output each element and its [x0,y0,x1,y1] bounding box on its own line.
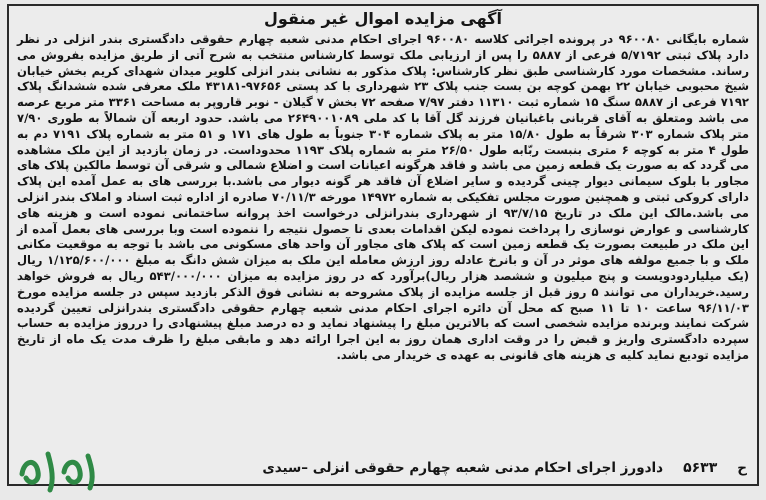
handwritten-marker-scribble [14,446,100,494]
footer-code: ۵۶۳۳ [683,460,718,476]
notice-box [7,4,759,486]
notice-footer [129,455,747,481]
notice-body: شماره بایگانی ۹۶۰۰۸۰ در پرونده اجرائی کلاسه ۹۶۰۰۸۰ اجرای احکام مدنی شعبه چهارم حقوقی دادگستری بندر انزلی در نظر دارد پلاک ثبتی ۵/۷۱۹۲ فرعی از ۵۸۸۷ را پس از ارزیابی ملک توسط کارشناس منتخب به شرح آتی از طریق مزایده بفروش می رساند. مشخصات مورد کارشناسی طبق نظر کارشناس: پلاک مذکور به نشانی بندر انزلی کلویر میدان شهدای کریم بخش خیابان شیخ محبوبی خیابان ۲۲ بهمن کوچه بن بست جنب پلاک ۲۳ شهرداری با کد پستی ۹۷۶۵۶-۴۳۱۸۱ ملک معرفی شده ششدانگ پلاک ۷۱۹۲ فرعی از ۵۸۸۷ سنگ ۱۵ شماره ثبت ۱۱۳۱۰ دفتر ۷/۹۷ صفحه ۷۲ بخش ۷ گیلان - نوبر قاروپر به مساحت ۳۳۶۱ متر مربع عرصه می باشد ومتعلق به آقای قربانی باغبانیان فرزند گل آقا با کد ملی ۲۶۴۹۰۰۱۰۸۹ می باشد. حدود اربعه آن شمالاً به طوری ۷/۹۰ متر پلاک شماره ۳۰۳ شرقاً به طول ۱۵/۸۰ متر به پلاک شماره ۳۰۴ جنوباً به طول های ۱۷۱ و ۵۱ متر به شماره پلاک ۷۱۹۱ دم به طول ۴ متر به کوچه ۶ متری بنبست ربّابه طول ۲۶/۵۰ متر به شماره پلاک ۱۱۹۳ محدوداست. در زمان بازدید از این ملک مشاهده می گردد که به صورت یک قطعه زمین می باشد و فاقد هرگونه اعیانات است و اضلاع شمالی و شرقی آن توسط مالکین پلاک های مجاور با بلوک سیمانی دیوار چینی گردیده و سایر اضلاع آن فاقد هر گونه دیوار می باشد.با بررسی های به عمل آمده این پلاک دارای کروکی ثبتی و همچنین صورت مجلس تفکیکی به شماره ۱۴۹۷۲ مورخه ۷۰/۱۱/۳ صادره از اداره ثبت اسناد و املاک بندر انزلی می باشد.مالک این ملک در تاریخ ۹۳/۷/۱۵ از شهرداری بندرانزلی درخواست اخذ پروانه ساختمانی نموده است و هزینه های کارشناسی و عوارض نوسازی را پرداخت نموده لیکن اقدامات بعدی تا حصول نتیجه را ننموده است وبا بررسی های بعمل آمده از این ملک در طبیعت بصورت یک قطعه زمین است که پلاک های مجاور آن واحد های مسکونی می باشد با توجه به موقعیت مکانی ملک و با جمیع مولفه های موثر در آن و بانرخ عادله روز ارزش معامله این ملک به میزان شش دانگ به مبلغ ۱/۱۲۵/۶۰۰/۰۰۰ ریال (یک میلیاردودویست و پنج میلیون و ششصد هزار ریال)برآورد که در روز مزایده به میزان ۵۴۳/۰۰۰/۰۰۰ ریال به فروش خواهد رسید.خریداران می توانند ۵ روز قبل از جلسه مزایده از پلاک مشروحه به نشانی فوق الذکر بازدید سپس در جلسه مزایده مورخ ۹۶/۱۱/۰۳ ساعت ۱۰ تا ۱۱ صبح که محل آن دائره اجرای احکام مدنی شعبه چهارم حقوقی دادگستری بندرانزلی تعیین گردیده شرکت نمایند وبرنده مزایده شخصی است که بالاترین مبلغ را پیشنهاد نماید و ده درصد مبلغ پیشنهادی را درروز مزایده به حساب سپرده دادگستری واریز و قبض را در وقت اداری همان روز به این اجرا ارائه دهد و مابقی مبلغ را ظرف مدت یک ماه از تاریخ مزایده تودیع نماید کلیه ی هزینه های قانونی به عهده ی خریدار می باشد. [17,32,750,362]
footer-signature: دادورز اجرای احکام مدنی شعبه چهارم حقوقی انزلی –سیدی [262,460,664,476]
footer-letter: ح [737,460,747,476]
notice-title: آگهی مزایده اموال غیر منقول [264,9,502,28]
